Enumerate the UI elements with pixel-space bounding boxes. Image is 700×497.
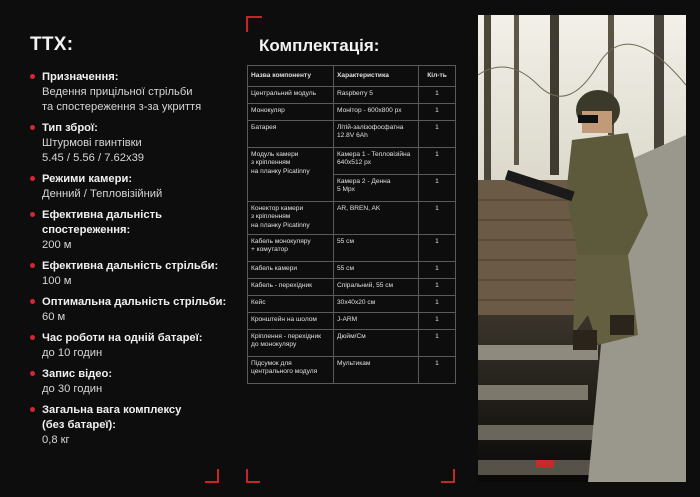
bullet-icon — [30, 263, 35, 268]
spec-label: Тип зброї: — [42, 122, 98, 134]
table-row — [248, 330, 456, 357]
bullet-icon — [30, 335, 35, 340]
component-spec: Монітор - 600х800 px — [334, 104, 419, 121]
component-name: Монокуляр — [248, 104, 334, 121]
component-qty: 1 — [419, 104, 456, 121]
table-row — [248, 296, 456, 313]
component-qty: 1 — [419, 121, 456, 148]
table-row — [248, 121, 456, 148]
kit-title: Комплектація: — [259, 36, 380, 55]
spec-label: Ефективна дальність спостереження: — [42, 209, 162, 236]
table-row — [248, 279, 456, 296]
bullet-icon — [30, 212, 35, 217]
bullet-icon — [30, 371, 35, 376]
spec-value: до 30 годин — [42, 383, 103, 395]
spec-item — [30, 367, 230, 397]
table-row — [248, 104, 456, 121]
spec-item — [30, 208, 230, 253]
soldier-photo — [478, 15, 686, 482]
spec-label: Ефективна дальність стрільби: — [42, 260, 219, 272]
spec-value: Штурмові гвинтівки 5.45 / 5.56 / 7.62х39 — [42, 137, 145, 164]
component-name: Кріплення - перехідник до монокуляру — [248, 330, 334, 357]
component-name: Конектор камери з кріпленням на планку Picatinny — [248, 202, 334, 235]
table-row — [248, 235, 456, 262]
component-spec: 30х40х20 см — [334, 296, 419, 313]
component-spec: Камера 2 - Денна 5 Mpx — [334, 175, 419, 202]
component-qty: 1 — [419, 87, 456, 104]
corner-mark — [205, 469, 219, 483]
spec-item — [30, 331, 230, 361]
spec-label: Запис відео: — [42, 368, 113, 380]
soldier-photo-illustration — [478, 15, 686, 482]
component-name: Кронштейн на шолом — [248, 313, 334, 330]
component-qty: 1 — [419, 279, 456, 296]
spec-list — [30, 70, 230, 454]
component-spec: Мультикам — [334, 357, 419, 384]
component-spec: J-ARM — [334, 313, 419, 330]
component-spec: Літій-залізофосфатна 12.8V 6Ah — [334, 121, 419, 148]
table-row — [248, 357, 456, 384]
component-qty: 1 — [419, 202, 456, 235]
table-row — [248, 313, 456, 330]
bullet-icon — [30, 74, 35, 79]
kit-table — [247, 65, 456, 384]
spec-item — [30, 295, 230, 325]
col-header-qty: Кіл-ть — [419, 66, 456, 87]
spec-item — [30, 403, 230, 448]
component-name: Кейс — [248, 296, 334, 313]
component-spec: Дюйм/См — [334, 330, 419, 357]
spec-label: Призначення: — [42, 71, 119, 83]
component-qty: 1 — [419, 357, 456, 384]
spec-value: до 10 годин — [42, 347, 103, 359]
spec-label: Час роботи на одній батареї: — [42, 332, 203, 344]
bullet-icon — [30, 125, 35, 130]
component-name: Батарея — [248, 121, 334, 148]
table-row — [248, 148, 456, 175]
component-qty: 1 — [419, 148, 456, 175]
component-name: Центральний модуль — [248, 87, 334, 104]
component-qty: 1 — [419, 313, 456, 330]
component-name: Кабель камери — [248, 262, 334, 279]
component-name: Кабель - перехідник — [248, 279, 334, 296]
col-header-spec: Характеристика — [334, 66, 419, 87]
component-name: Модуль камери з кріпленням на планку Picatinny — [248, 148, 334, 202]
component-spec: 55 см — [334, 262, 419, 279]
component-qty: 1 — [419, 330, 456, 357]
corner-mark — [441, 469, 455, 483]
component-name: Підсумок для центрального модуля — [248, 357, 334, 384]
corner-mark — [246, 16, 262, 32]
table-row — [248, 262, 456, 279]
col-header-name: Назва компоненту — [248, 66, 334, 87]
table-row — [248, 87, 456, 104]
component-spec: Камера 1 - Тепловізійна 640х512 px — [334, 148, 419, 175]
bullet-icon — [30, 407, 35, 412]
spec-label: Оптимальна дальність стрільби: — [42, 296, 227, 308]
component-spec: 55 см — [334, 235, 419, 262]
ttx-title: ТТХ: — [30, 34, 74, 55]
component-spec: AR, BREN, AK — [334, 202, 419, 235]
table-row — [248, 202, 456, 235]
component-qty: 1 — [419, 262, 456, 279]
component-qty: 1 — [419, 235, 456, 262]
component-qty: 1 — [419, 296, 456, 313]
spec-value: 100 м — [42, 275, 72, 287]
component-qty: 1 — [419, 175, 456, 202]
spec-label: Загальна вага комплексу (без батареї): — [42, 404, 182, 431]
spec-item — [30, 172, 230, 202]
corner-mark — [246, 469, 260, 483]
spec-value: Денний / Тепловізійний — [42, 188, 163, 200]
spec-item — [30, 70, 230, 115]
spec-item — [30, 259, 230, 289]
kit-header-row — [248, 66, 456, 87]
spec-value: 200 м — [42, 239, 72, 251]
spec-value: 60 м — [42, 311, 66, 323]
spec-value: Ведення прицільної стрільби та спостереження з-за укриття — [42, 86, 202, 113]
component-spec: Raspberry 5 — [334, 87, 419, 104]
spec-item — [30, 121, 230, 166]
spec-value: 0,8 кг — [42, 434, 70, 446]
bullet-icon — [30, 176, 35, 181]
bullet-icon — [30, 299, 35, 304]
spec-label: Режими камери: — [42, 173, 133, 185]
component-name: Кабель монокуляру + комутатор — [248, 235, 334, 262]
component-spec: Спіральний, 55 см — [334, 279, 419, 296]
